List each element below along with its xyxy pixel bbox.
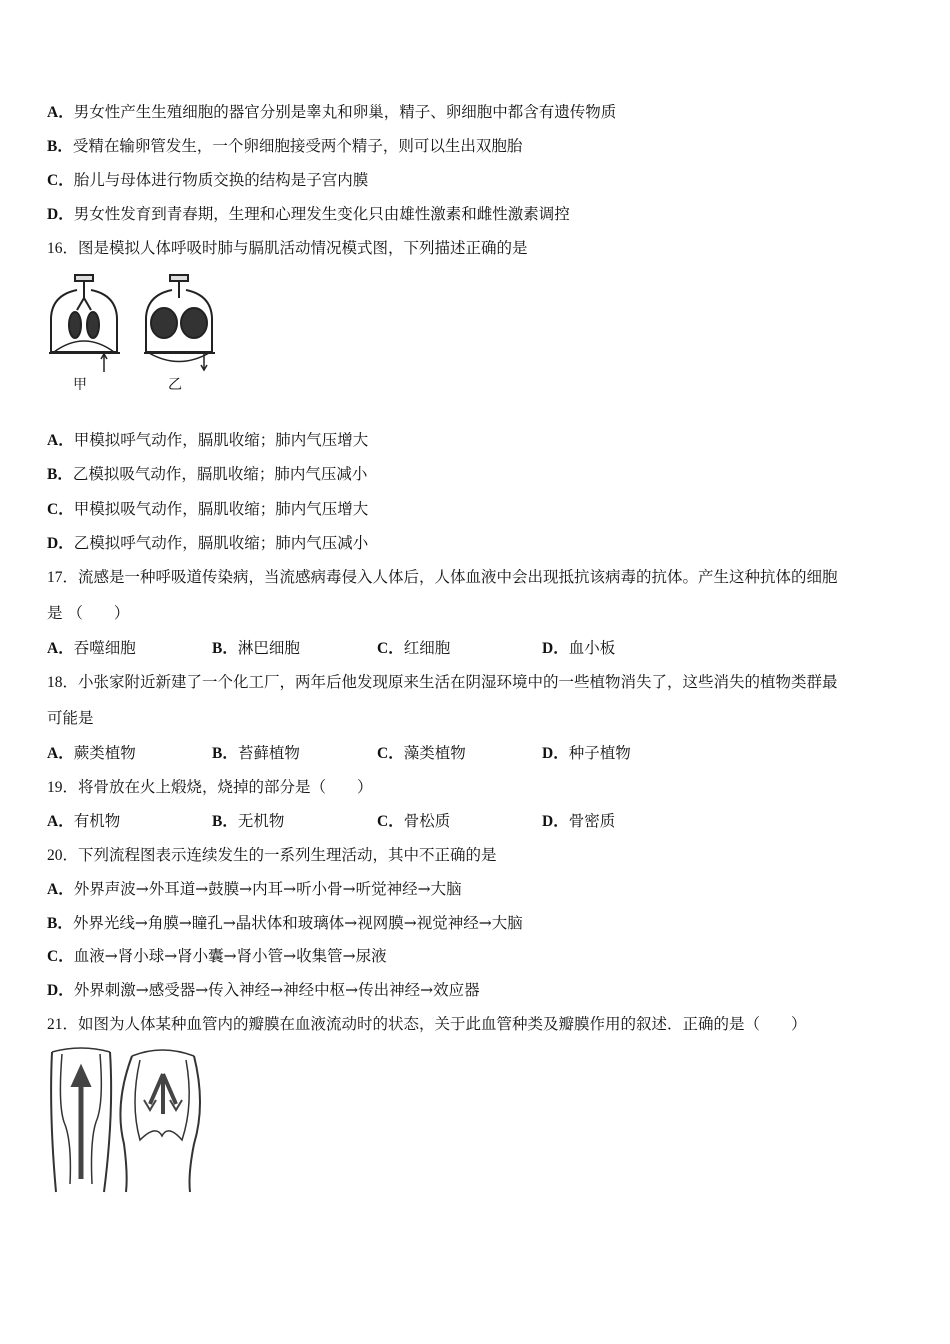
q16-option-d: D．乙模拟呼气动作，膈肌收缩；肺内气压减小 (47, 534, 369, 552)
q19-option-c: C．骨松质 (377, 812, 451, 830)
q16-option-c: C．甲模拟吸气动作，膈肌收缩；肺内气压增大 (47, 500, 369, 518)
q19-option-a: A．有机物 (47, 812, 121, 830)
q20-stem: 20．下列流程图表示连续发生的一系列生理活动，其中不正确的是 (47, 846, 497, 864)
q21-stem: 21．如图为人体某种血管内的瓣膜在血液流动时的状态，关于此血管种类及瓣膜作用的叙述．正确的是（ ） (47, 1015, 807, 1033)
q15-option-c: C．胎儿与母体进行物质交换的结构是子宫内膜 (47, 171, 369, 189)
lung-model-diagram (44, 270, 224, 395)
q19-options (47, 811, 707, 832)
q17-options (47, 638, 707, 659)
q19-option-b: B．无机物 (212, 812, 285, 830)
q20-option-c: C．血液→肾小球→肾小囊→肾小管→收集管→尿液 (47, 947, 387, 965)
q19-stem: 19．将骨放在火上煅烧，烧掉的部分是（ ） (47, 778, 373, 796)
q19-option-d: D．骨密质 (542, 812, 616, 830)
figure-label-yi: 乙 (168, 377, 182, 393)
q16-lung-model-figure (44, 270, 224, 395)
q17-option-d: D．血小板 (542, 639, 616, 657)
q18-options (47, 743, 707, 764)
q18-option-c: C．藻类植物 (377, 744, 466, 762)
q17-option-c: C．红细胞 (377, 639, 451, 657)
q18-option-d: D．种子植物 (542, 744, 631, 762)
q17-option-b: B．淋巴细胞 (212, 639, 300, 657)
q18-option-a: A．蕨类植物 (47, 744, 136, 762)
q20-option-a: A．外界声波→外耳道→鼓膜→内耳→听小骨→听觉神经→大脑 (47, 880, 462, 898)
q16-option-a: A．甲模拟呼气动作，膈肌收缩；肺内气压增大 (47, 431, 369, 449)
q16-stem: 16．图是模拟人体呼吸时肺与膈肌活动情况模式图，下列描述正确的是 (47, 239, 528, 257)
q16-option-b: B．乙模拟吸气动作，膈肌收缩；肺内气压减小 (47, 465, 368, 483)
q20-option-b: B．外界光线→角膜→瞳孔→晶状体和玻璃体→视网膜→视觉神经→大脑 (47, 914, 523, 932)
q15-option-d: D．男女性发育到青春期，生理和心理发生变化只由雄性激素和雌性激素调控 (47, 205, 570, 223)
q20-option-d: D．外界刺激→感受器→传入神经→神经中枢→传出神经→效应器 (47, 981, 480, 999)
q17-stem-continued: 是 （ ） (47, 604, 130, 622)
q18-stem: 18．小张家附近新建了一个化工厂，两年后他发现原来生活在阴湿环境中的一些植物消失了，这些消失的植物类群最 (47, 673, 838, 691)
q21-vein-valve-figure (44, 1044, 204, 1196)
q15-option-a: A．男女性产生生殖细胞的器官分别是睾丸和卵巢，精子、卵细胞中都含有遗传物质 (47, 103, 617, 121)
q17-option-a: A．吞噬细胞 (47, 639, 136, 657)
q18-option-b: B．苔藓植物 (212, 744, 300, 762)
q17-stem: 17．流感是一种呼吸道传染病，当流感病毒侵入人体后，人体血液中会出现抵抗该病毒的抗体。产生这种抗体的细胞 (47, 568, 838, 586)
q15-option-b: B．受精在输卵管发生，一个卵细胞接受两个精子，则可以生出双胞胎 (47, 137, 523, 155)
q18-stem-continued: 可能是 (47, 709, 94, 727)
vein-valve-diagram (44, 1044, 204, 1196)
figure-label-jia: 甲 (73, 377, 87, 393)
